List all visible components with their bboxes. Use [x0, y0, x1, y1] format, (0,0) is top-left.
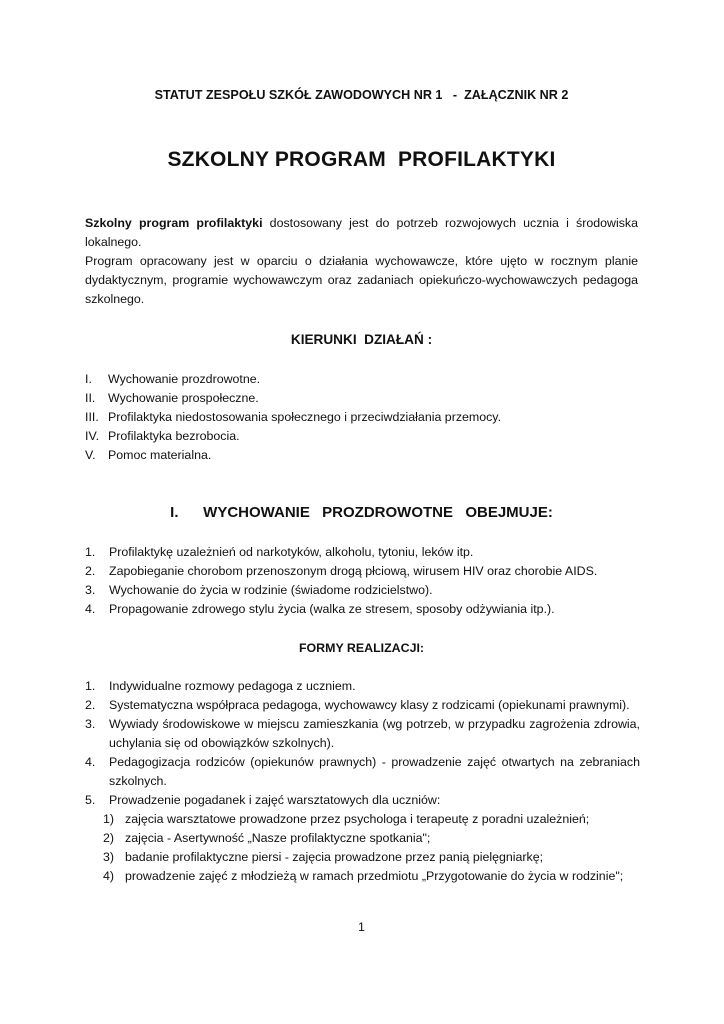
intro-text [85, 214, 638, 309]
list-item [85, 696, 640, 715]
formy-sublist [103, 810, 640, 886]
sublist-item [103, 867, 640, 886]
list-item [85, 446, 640, 465]
list-item [85, 581, 640, 600]
sublist-item-number: 4) [103, 869, 115, 883]
list-item-text: Systematyczna współpraca pedagoga, wychowawcy klasy z rodzicami (opiekunami prawnymi). [109, 698, 630, 712]
list-item [85, 791, 640, 810]
page-number: 1 [358, 920, 365, 934]
sublist-item [103, 848, 640, 867]
section-1-heading: I. WYCHOWANIE PROZDROWOTNE OBEJMUJE: [170, 504, 553, 521]
list-item-number: III. [85, 410, 99, 424]
list-item-number: 2. [85, 698, 96, 712]
list-item-text: Propagowanie zdrowego stylu życia (walka ze stresem, sposoby odżywiania itp.). [109, 602, 555, 616]
list-item [85, 677, 640, 696]
sublist-item-text: prowadzenie zajęć z młodzieżą w ramach przedmiotu „Przygotowanie do życia w rodzinie"; [125, 869, 624, 883]
list-item-number: V. [85, 448, 96, 462]
list-item-text: Wychowanie prozdrowotne. [108, 372, 261, 386]
sublist-item-number: 1) [103, 812, 115, 826]
list-item-text: Pedagogizacja rodziców (opiekunów prawnych) - prowadzenie zajęć otwartych na zebraniach szkolnych. [109, 755, 640, 788]
intro-paragraph-2: Program opracowany jest w oparciu o działania wychowawcze, które ujęto w rocznym planie dydaktycznym, programie wychowawczym oraz zadaniach opiekuńczo-wychowawczych pedagoga szkolnego. [85, 254, 638, 306]
sublist-item-text: badanie profilaktyczne piersi - zajęcia prowadzone przez panią pielęgniarkę; [125, 850, 544, 864]
intro-paragraph-1-rest: dostosowany jest do potrzeb rozwojowych ucznia i środowiska lokalnego. [85, 216, 638, 249]
formy-list [85, 677, 640, 810]
kierunki-heading: KIERUNKI DZIAŁAŃ : [290, 332, 433, 347]
list-item [85, 715, 640, 753]
list-item [85, 427, 640, 446]
sublist-item [103, 810, 640, 829]
list-item [85, 600, 640, 619]
page-title: SZKOLNY PROGRAM PROFILAKTYKI [167, 148, 556, 171]
list-item [85, 753, 640, 791]
list-item-text: Profilaktyka bezrobocia. [108, 429, 240, 443]
list-item-number: I. [85, 372, 92, 386]
list-item-number: II. [85, 391, 96, 405]
list-item-text: Prowadzenie pogadanek i zajęć warsztatowych dla uczniów: [109, 793, 441, 807]
list-item-number: 2. [85, 564, 96, 578]
list-item-number: 1. [85, 545, 96, 559]
formy-heading: FORMY REALIZACJI: [298, 641, 425, 655]
sublist-item-number: 3) [103, 850, 115, 864]
list-item-number: IV. [85, 429, 100, 443]
list-item-number: 3. [85, 717, 96, 731]
list-item [85, 389, 640, 408]
list-item-text: Wywiady środowiskowe w miejscu zamieszkania (wg potrzeb, w przypadku zagrożenia zdrowia, uchylania się od obowiązków szkolnych). [109, 717, 640, 750]
list-item-text: Profilaktyka niedostosowania społecznego i przeciwdziałania przemocy. [108, 410, 502, 424]
intro-paragraph-1 [85, 214, 638, 252]
list-item-number: 4. [85, 755, 96, 769]
intro-bold-lead: Szkolny program profilaktyki [85, 216, 263, 230]
sublist-item-text: zajęcia - Asertywność „Nasze profilaktyczne spotkania"; [125, 831, 431, 845]
list-item-number: 5. [85, 793, 96, 807]
list-item [85, 408, 640, 427]
sublist-item-number: 2) [103, 831, 115, 845]
list-item [85, 543, 640, 562]
list-item-number: 1. [85, 679, 96, 693]
sublist-item [103, 829, 640, 848]
list-item-text: Indywidualne rozmowy pedagoga z uczniem. [109, 679, 356, 693]
list-item-number: 3. [85, 583, 96, 597]
list-item-text: Wychowanie do życia w rodzinie (świadome rodzicielstwo). [109, 583, 433, 597]
list-item-number: 4. [85, 602, 96, 616]
list-item [85, 562, 640, 581]
kierunki-list [85, 370, 640, 465]
list-item [85, 370, 640, 389]
list-item-text: Zapobieganie chorobom przenoszonym drogą płciową, wirusem HIV oraz chorobie AIDS. [109, 564, 598, 578]
list-item-text: Profilaktykę uzależnień od narkotyków, alkoholu, tytoniu, leków itp. [109, 545, 474, 559]
document-header: STATUT ZESPOŁU SZKÓŁ ZAWODOWYCH NR 1 - ZAŁĄCZNIK NR 2 [154, 88, 569, 102]
list-item-text: Wychowanie prospołeczne. [108, 391, 259, 405]
list-item-text: Pomoc materialna. [108, 448, 212, 462]
section-1-list [85, 543, 640, 619]
sublist-item-text: zajęcia warsztatowe prowadzone przez psychologa i terapeutę z poradni uzależnień; [125, 812, 590, 826]
